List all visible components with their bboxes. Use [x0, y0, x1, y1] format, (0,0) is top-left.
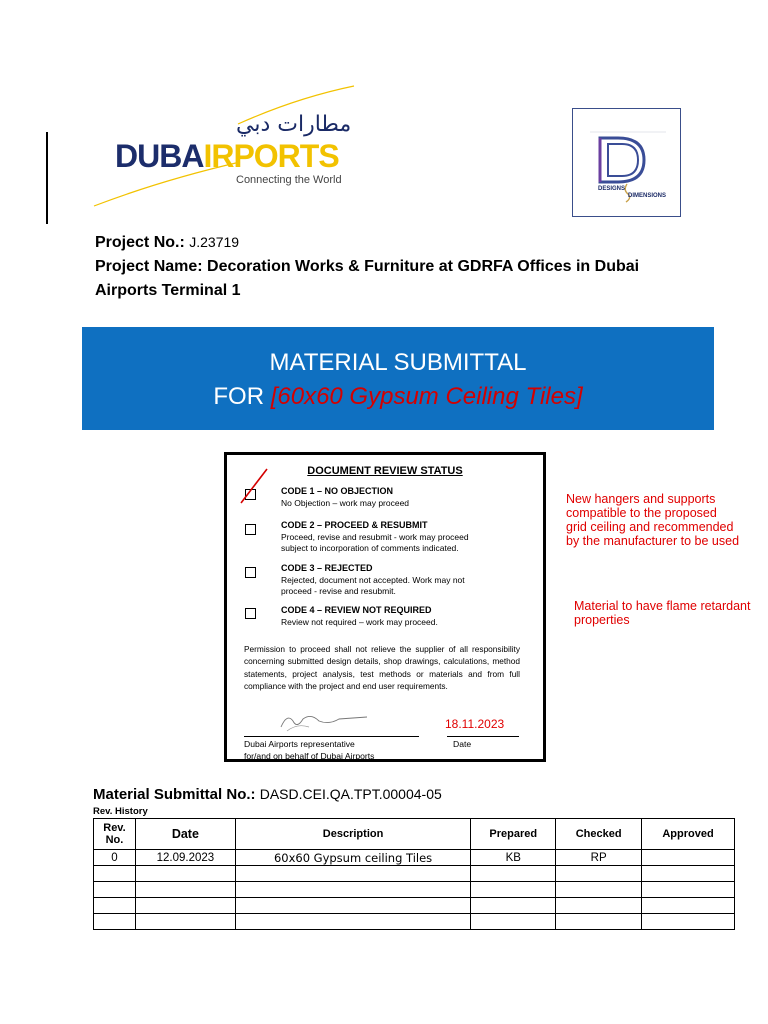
representative-label-2: for/and on behalf of Dubai Airports — [244, 751, 375, 761]
cell-rev-no: 0 — [94, 850, 136, 866]
code4-checkbox[interactable] — [245, 608, 256, 619]
cell-prepared — [471, 866, 556, 882]
cell-rev-no — [94, 882, 136, 898]
table-row — [94, 850, 735, 866]
col-header-checked: Checked — [556, 819, 642, 850]
cell-date — [135, 882, 235, 898]
note1-line3: grid ceiling and recommended — [566, 520, 734, 534]
project-number-label: Project No.: — [95, 234, 185, 251]
cell-prepared — [471, 882, 556, 898]
cell-rev-no — [94, 914, 136, 930]
review-date: 18.11.2023 — [445, 717, 505, 731]
cell-approved — [642, 898, 735, 914]
banner-subtitle-prefix: FOR — [213, 383, 271, 410]
signature-line — [244, 736, 419, 737]
cell-description — [235, 914, 471, 930]
banner-title: MATERIAL SUBMITTAL — [269, 349, 527, 376]
logo-tagline: Connecting the World — [236, 174, 342, 186]
cell-rev-no — [94, 866, 136, 882]
dubai-airports-logo — [115, 138, 339, 175]
project-number — [95, 234, 239, 252]
cell-description — [235, 898, 471, 914]
code3-desc-line2: proceed - revise and resubmit. — [281, 586, 396, 596]
margin-rule — [46, 132, 48, 224]
cell-rev-no — [94, 898, 136, 914]
table-header-row — [94, 819, 735, 850]
cell-approved — [642, 866, 735, 882]
submittal-number-value: DASD.CEI.QA.TPT.00004-05 — [259, 786, 442, 802]
col-header-description: Description — [235, 819, 471, 850]
logo-text-part2: IRPORTS — [203, 138, 339, 174]
review-note-flame-retardant — [574, 599, 750, 627]
signature-icon — [267, 709, 377, 733]
note1-line4: by the manufacturer to be used — [566, 534, 740, 548]
table-row — [94, 882, 735, 898]
code1-desc: No Objection – work may proceed — [281, 498, 410, 508]
representative-label: Dubai Airports representative — [244, 739, 355, 749]
banner-material-name: [60x60 Gypsum Ceiling Tiles] — [270, 383, 583, 410]
project-name-line2: Airports Terminal 1 — [95, 282, 241, 299]
rev-history-label: Rev. History — [93, 806, 148, 817]
project-name-line1: Project Name: Decoration Works & Furniture at GDRFA Offices in Dubai — [95, 258, 640, 275]
cell-date: 12.09.2023 — [135, 850, 235, 866]
col-header-prepared: Prepared — [471, 819, 556, 850]
code2-desc-line2: subject to incorporation of comments indicated. — [281, 543, 459, 553]
cell-checked — [556, 866, 642, 882]
cell-approved — [642, 914, 735, 930]
code1-check-mark-icon — [237, 467, 271, 507]
cell-description: 60x60 Gypsum ceiling Tiles — [235, 850, 471, 866]
date-label: Date — [453, 739, 472, 749]
cell-checked — [556, 882, 642, 898]
table-row — [94, 898, 735, 914]
banner-subtitle — [82, 383, 714, 411]
code4-title: CODE 4 – REVIEW NOT REQUIRED — [281, 605, 432, 615]
code3-title: CODE 3 – REJECTED — [281, 563, 373, 573]
col-header-date: Date — [135, 819, 235, 850]
cell-checked — [556, 914, 642, 930]
col-header-approved: Approved — [642, 819, 735, 850]
submittal-number-label: Material Submittal No.: — [93, 786, 256, 803]
code1-title: CODE 1 – NO OBJECTION — [281, 486, 394, 496]
code2-desc-line1: Proceed, revise and resubmit - work may proceed — [281, 532, 469, 542]
code3-checkbox[interactable] — [245, 567, 256, 578]
logo-arabic-text: مطارات دبي — [236, 112, 352, 137]
note1-line1: New hangers and supports — [566, 492, 716, 506]
cell-checked: RP — [556, 850, 642, 866]
cell-date — [135, 914, 235, 930]
cell-prepared — [471, 898, 556, 914]
review-status-title: DOCUMENT REVIEW STATUS — [307, 465, 463, 477]
code3-desc-line1: Rejected, document not accepted. Work may not — [281, 575, 465, 585]
cell-approved — [642, 850, 735, 866]
date-line — [447, 736, 519, 737]
revision-history-table — [93, 818, 735, 930]
code4-desc: Review not required – work may proceed. — [281, 617, 438, 627]
table-row — [94, 866, 735, 882]
logo-text-part1: DUBA — [115, 138, 204, 174]
code2-checkbox[interactable] — [245, 524, 256, 535]
note2-line2: properties — [574, 613, 630, 627]
cell-prepared: KB — [471, 850, 556, 866]
cell-prepared — [471, 914, 556, 930]
dd-logo-text-1: DESIGNS — [598, 186, 626, 192]
dd-logo-text-2: DIMENSIONS — [628, 193, 667, 199]
cell-approved — [642, 882, 735, 898]
col-header-rev-no: Rev. No. — [94, 819, 136, 850]
cell-description — [235, 866, 471, 882]
cell-date — [135, 898, 235, 914]
code2-title: CODE 2 – PROCEED & RESUBMIT — [281, 520, 428, 530]
permission-statement: Permission to proceed shall not relieve the supplier of all responsibility concerning submitted design details, shop drawings, calculations, method statements, project analysis, test methods or materials and from full compliance with the project and end user requirements. — [244, 644, 520, 692]
table-row — [94, 914, 735, 930]
material-submittal-banner — [82, 327, 714, 430]
project-number-value: J.23719 — [189, 234, 240, 250]
document-review-stamp — [224, 452, 546, 762]
cell-checked — [556, 898, 642, 914]
review-note-hangers — [566, 492, 739, 548]
cell-description — [235, 882, 471, 898]
note1-line2: compatible to the proposed — [566, 506, 717, 520]
note2-line1: Material to have flame retardant — [574, 599, 751, 613]
cell-date — [135, 866, 235, 882]
material-submittal-number — [93, 786, 442, 803]
